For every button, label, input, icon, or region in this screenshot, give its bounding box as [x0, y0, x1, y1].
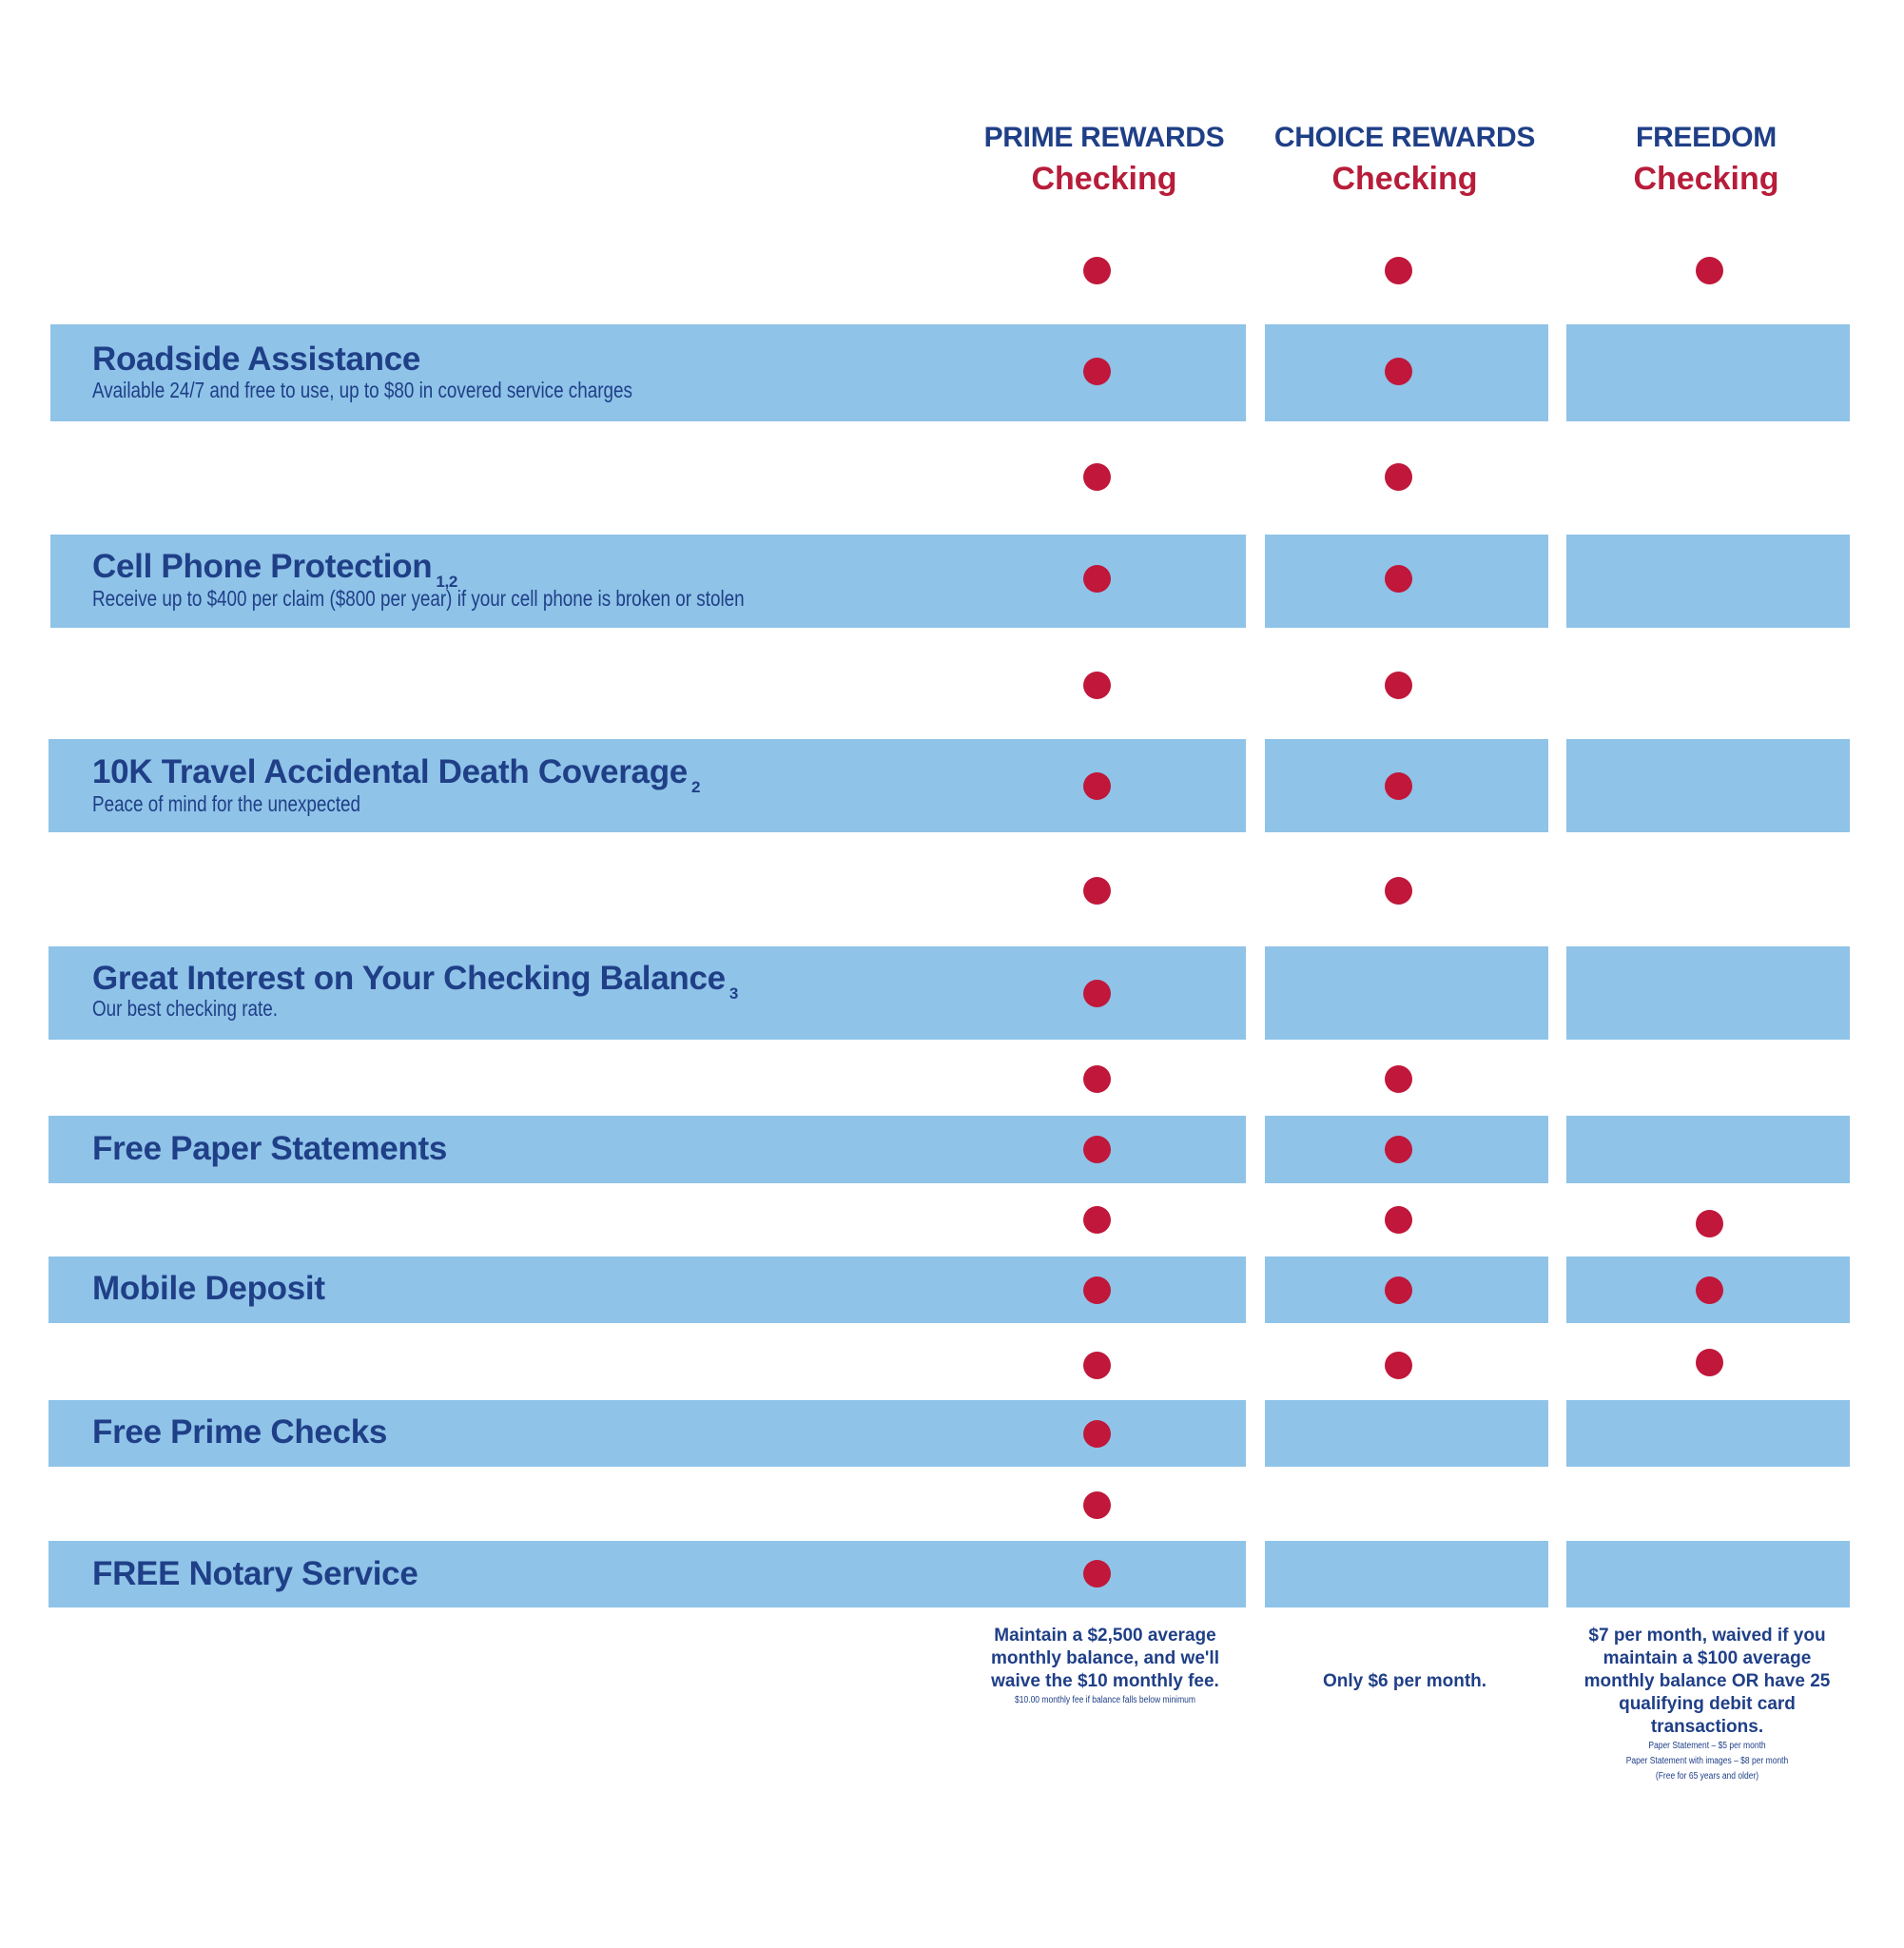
included-dot — [1083, 358, 1111, 385]
included-dot — [1385, 565, 1412, 593]
feature-title-roadside: Roadside Assistance — [92, 341, 421, 378]
feature-desc-interest: Our best checking rate. — [92, 996, 278, 1021]
feature-band — [1566, 535, 1850, 628]
feature-band — [1265, 946, 1548, 1040]
feature-band — [1265, 1541, 1548, 1607]
included-dot — [1083, 1206, 1111, 1234]
column-header-prime — [962, 118, 1247, 200]
included-dot — [1083, 980, 1111, 1007]
fee-note-freedom-main: $7 per month, waived if you maintain a $100 average monthly balance OR have 25 qualifying debit card transactions. — [1583, 1626, 1831, 1737]
included-dot — [1385, 1352, 1412, 1379]
included-dot — [1385, 877, 1412, 905]
included-dot — [1385, 463, 1412, 491]
feature-title-notary: FREE Notary Service — [92, 1555, 418, 1592]
included-dot — [1385, 358, 1412, 385]
feature-title-mobile-deposit: Mobile Deposit — [92, 1270, 325, 1307]
fee-note-freedom — [1562, 1625, 1853, 1784]
included-dot — [1083, 1420, 1111, 1448]
footnote-ref: 1,2 — [436, 573, 458, 591]
feature-band — [1566, 739, 1850, 832]
included-dot — [1696, 1210, 1723, 1237]
included-dot — [1385, 1136, 1412, 1163]
feature-band — [1566, 1400, 1850, 1467]
feature-band — [1566, 1116, 1850, 1183]
included-dot — [1696, 1349, 1723, 1376]
column-header-prime-subtitle: Checking — [1031, 161, 1177, 197]
column-header-freedom-subtitle: Checking — [1633, 161, 1779, 197]
included-dot — [1083, 257, 1111, 284]
footnote-ref: 3 — [729, 984, 738, 1003]
fee-note-choice-main: Only $6 per month. — [1322, 1671, 1487, 1691]
fee-note-prime-main: Maintain a $2,500 average monthly balance, and we'll waive the $10 monthly fee. — [991, 1626, 1219, 1691]
included-dot — [1385, 1206, 1412, 1234]
column-header-choice — [1262, 118, 1547, 200]
fee-note-freedom-fineprint: (Free for 65 years and older) — [1655, 1771, 1759, 1782]
included-dot — [1385, 1276, 1412, 1304]
included-dot — [1083, 1136, 1111, 1163]
column-header-prime-title: PRIME REWARDS — [983, 122, 1225, 153]
included-dot — [1696, 1276, 1723, 1304]
included-dot — [1083, 565, 1111, 593]
feature-desc-travel-coverage: Peace of mind for the unexpected — [92, 791, 361, 816]
included-dot — [1083, 672, 1111, 699]
included-dot — [1385, 772, 1412, 800]
feature-band — [1566, 324, 1850, 421]
column-header-freedom — [1564, 118, 1849, 200]
included-dot — [1696, 257, 1723, 284]
footnote-ref: 2 — [690, 778, 701, 796]
feature-band — [1265, 1400, 1548, 1467]
column-header-choice-subtitle: Checking — [1331, 161, 1478, 197]
included-dot — [1083, 1276, 1111, 1304]
feature-title-paper-statements: Free Paper Statements — [92, 1130, 448, 1167]
included-dot — [1083, 877, 1111, 905]
included-dot — [1083, 463, 1111, 491]
feature-band — [1566, 1541, 1850, 1607]
feature-title-prime-checks: Free Prime Checks — [92, 1413, 388, 1451]
included-dot — [1083, 1065, 1111, 1093]
included-dot — [1083, 1560, 1111, 1588]
feature-band — [1566, 946, 1850, 1040]
column-header-freedom-title: FREEDOM — [1636, 122, 1777, 153]
included-dot — [1083, 772, 1111, 800]
column-header-choice-title: CHOICE REWARDS — [1273, 122, 1536, 153]
feature-title-travel-coverage: 10K Travel Accidental Death Coverage $^2$ — [92, 753, 701, 796]
feature-desc-cell-phone: Receive up to $400 per claim ($800 per year) if your cell phone is broken or stolen — [92, 586, 745, 611]
fee-note-prime — [962, 1625, 1248, 1708]
feature-title-interest: Great Interest on Your Checking Balance $^3$ — [92, 960, 738, 1003]
fee-note-freedom-fineprint: Paper Statement – $5 per month — [1648, 1741, 1766, 1751]
included-dot — [1083, 1352, 1111, 1379]
included-dot — [1083, 1491, 1111, 1519]
feature-title-cell-phone: Cell Phone Protection $^{1,2}$ — [92, 548, 458, 591]
included-dot — [1385, 257, 1412, 284]
included-dot — [1385, 672, 1412, 699]
feature-desc-roadside: Available 24/7 and free to use, up to $80 in covered service charges — [92, 378, 632, 402]
included-dot — [1385, 1065, 1412, 1093]
fee-note-freedom-fineprint: Paper Statement with images – $8 per month — [1625, 1756, 1789, 1766]
fee-note-prime-fineprint: $10.00 monthly fee if balance falls below minimum — [1015, 1695, 1195, 1705]
fee-note-choice — [1262, 1670, 1547, 1693]
